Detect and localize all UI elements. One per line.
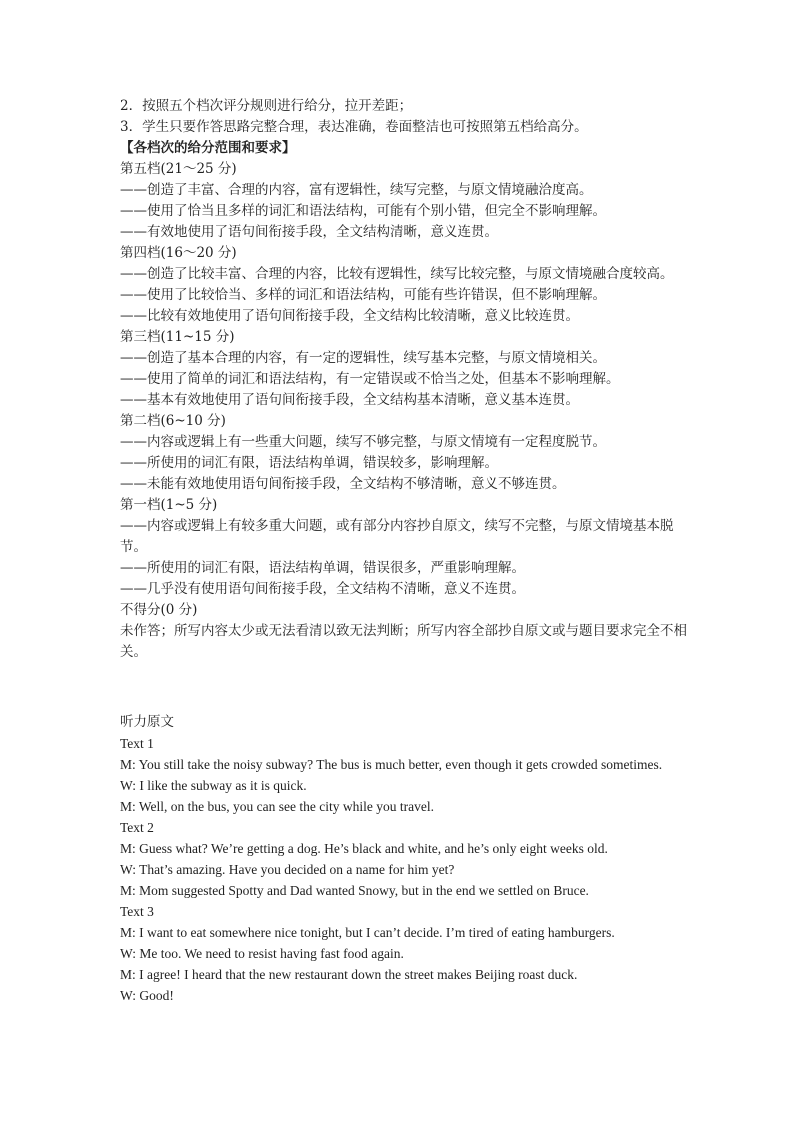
text-2	[120, 817, 700, 901]
dialogue-line: M: I agree! I heard that the new restaurant down the street makes Beijing roast duck.	[120, 967, 578, 982]
tier-title: 第一档(1~5 分)	[120, 497, 218, 513]
tier-point: ——使用了恰当且多样的词汇和语法结构，可能有个别小错，但完全不影响理解。	[120, 203, 606, 219]
tier-title: 第四档(16～20 分)	[120, 245, 237, 261]
tier-point: ——内容或逻辑上有一些重大问题，续写不够完整，与原文情境有一定程度脱节。	[120, 434, 606, 450]
tier-0	[120, 600, 700, 663]
scoring-rules-section	[120, 96, 700, 663]
tier-title: 不得分(0 分)	[120, 602, 198, 618]
tier-point: ——比较有效地使用了语句间衔接手段，全文结构比较清晰，意义比较连贯。	[120, 308, 579, 324]
dialogue-line: W: I like the subway as it is quick.	[120, 778, 307, 793]
tier-4	[120, 243, 700, 327]
text-3	[120, 901, 700, 1006]
tier-point: 未作答；所写内容太少或无法看清以致无法判断；所写内容全部抄自原文或与题目要求完全不相关。	[120, 623, 687, 660]
tier-title: 第五档(21～25 分)	[120, 161, 237, 177]
dialogue-line: W: Me too. We need to resist having fast food again.	[120, 946, 404, 961]
tier-5	[120, 159, 700, 243]
text-title: Text 3	[120, 904, 154, 919]
tier-title: 第三档(11~15 分)	[120, 329, 235, 345]
dialogue-line: M: Well, on the bus, you can see the city while you travel.	[120, 799, 434, 814]
tier-point: ——内容或逻辑上有较多重大问题，或有部分内容抄自原文，续写不完整，与原文情境基本脱节。	[120, 518, 674, 555]
tier-1	[120, 495, 700, 600]
tier-point: ——未能有效地使用语句间衔接手段，全文结构不够清晰，意义不够连贯。	[120, 476, 566, 492]
text-title: Text 2	[120, 820, 154, 835]
tier-point: ——使用了简单的词汇和语法结构，有一定错误或不恰当之处，但基本不影响理解。	[120, 371, 620, 387]
listening-heading: 听力原文	[120, 714, 174, 730]
dialogue-line: W: That’s amazing. Have you decided on a name for him yet?	[120, 862, 455, 877]
tier-point: ——使用了比较恰当、多样的词汇和语法结构，可能有些许错误，但不影响理解。	[120, 287, 606, 303]
dialogue-line: M: I want to eat somewhere nice tonight, but I can’t decide. I’m tired of eating hamburgers.	[120, 925, 615, 940]
rule-item-3: 3．学生只要作答思路完整合理，表达准确，卷面整洁也可按照第五档给高分。	[120, 119, 588, 135]
text-1	[120, 733, 700, 817]
tiers-heading: 【各档次的给分范围和要求】	[120, 140, 296, 156]
tier-3	[120, 327, 700, 411]
tier-point: ——有效地使用了语句间衔接手段，全文结构清晰，意义连贯。	[120, 224, 498, 240]
dialogue-line: M: You still take the noisy subway? The bus is much better, even though it gets crowded sometimes.	[120, 757, 663, 772]
tier-point: ——几乎没有使用语句间衔接手段，全文结构不清晰，意义不连贯。	[120, 581, 525, 597]
tier-point: ——基本有效地使用了语句间衔接手段，全文结构基本清晰，意义基本连贯。	[120, 392, 579, 408]
text-title: Text 1	[120, 736, 154, 751]
tier-2	[120, 411, 700, 495]
dialogue-line: M: Mom suggested Spotty and Dad wanted Snowy, but in the end we settled on Bruce.	[120, 883, 589, 898]
tier-title: 第二档(6~10 分)	[120, 413, 226, 429]
tier-point: ——所使用的词汇有限，语法结构单调，错误较多，影响理解。	[120, 455, 498, 471]
dialogue-line: W: Good!	[120, 988, 174, 1003]
tier-point: ——创造了基本合理的内容，有一定的逻辑性，续写基本完整，与原文情境相关。	[120, 350, 606, 366]
listening-transcript-section	[120, 712, 700, 1006]
rule-item-2: 2．按照五个档次评分规则进行给分，拉开差距；	[120, 98, 413, 114]
tier-point: ——所使用的词汇有限，语法结构单调，错误很多，严重影响理解。	[120, 560, 525, 576]
dialogue-line: M: Guess what? We’re getting a dog. He’s black and white, and he’s only eight weeks old.	[120, 841, 608, 856]
tier-point: ——创造了比较丰富、合理的内容，比较有逻辑性，续写比较完整，与原文情境融合度较高。	[120, 266, 674, 282]
tier-point: ——创造了丰富、合理的内容，富有逻辑性，续写完整，与原文情境融洽度高。	[120, 182, 593, 198]
